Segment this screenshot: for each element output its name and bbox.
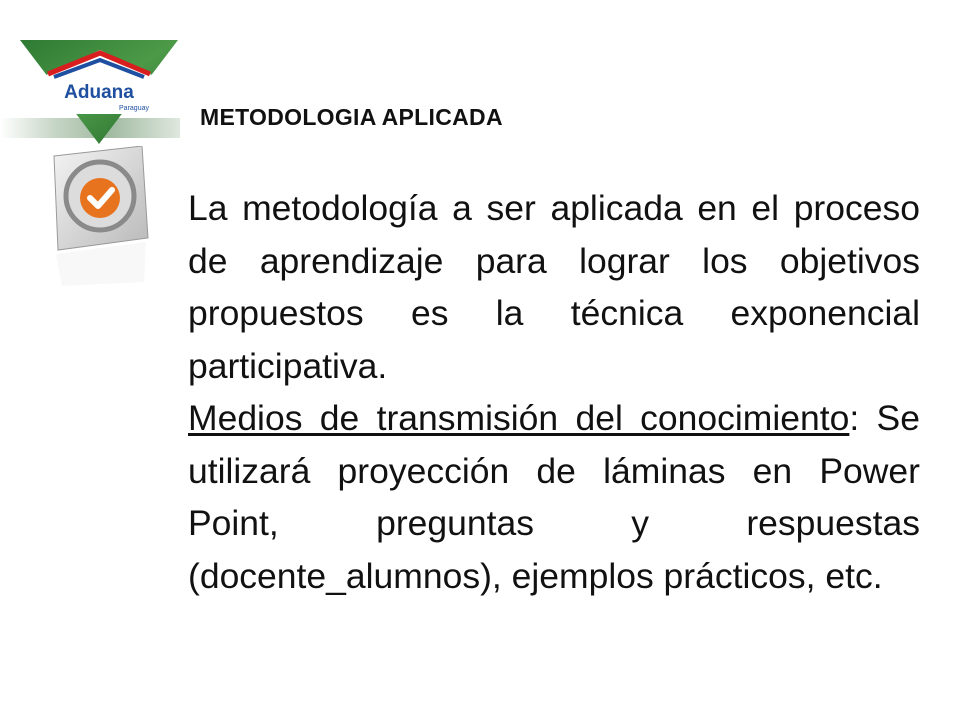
iso-certification-seal	[44, 146, 150, 286]
body-text	[188, 182, 920, 602]
transmission-paragraph	[188, 392, 920, 602]
methodology-paragraph: La metodología a ser aplicada en el proceso de aprendizaje para lograr los objetivos propuestos es la técnica exponencial participativa.	[188, 188, 920, 386]
transmission-separator: :	[849, 398, 860, 438]
logo-text: Aduana	[64, 82, 134, 103]
transmission-heading: Medios de transmisión del conocimiento	[188, 398, 850, 438]
transmission-text: Se utilizará proyección de láminas en Power Point, preguntas y respuestas (docente_alumnos), ejemplos prácticos, etc.	[188, 398, 920, 596]
section-title: METODOLOGIA APLICADA	[200, 104, 503, 130]
logo-subtext: Paraguay	[119, 105, 149, 112]
aduana-logo	[14, 36, 184, 146]
